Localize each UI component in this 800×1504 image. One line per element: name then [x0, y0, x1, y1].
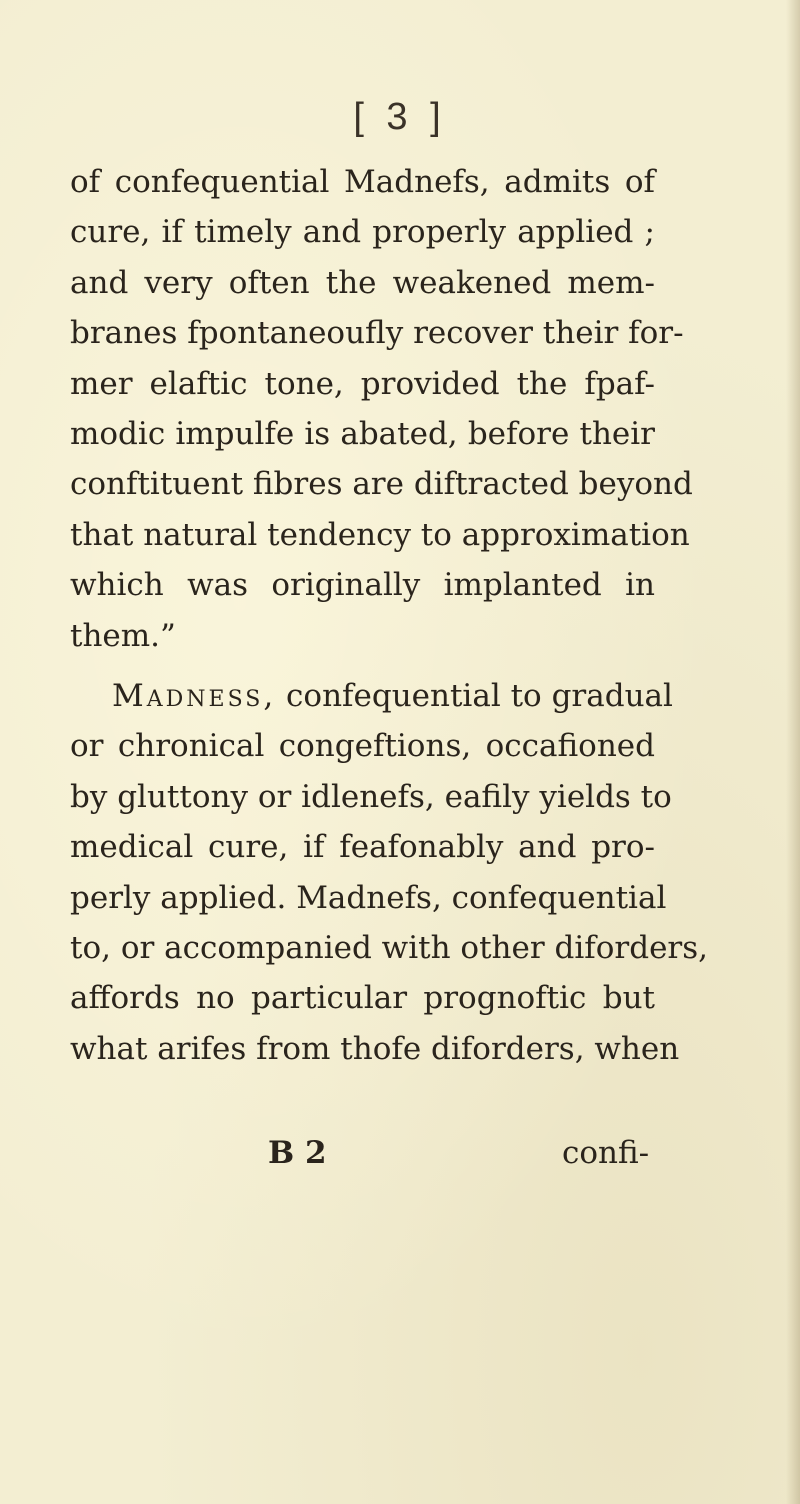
text-line: modic impulfe is abated, before their: [70, 416, 655, 453]
page-footer: [0, 1135, 800, 1185]
text-line: what arifes from thofe diforders, when: [70, 1030, 680, 1067]
paragraph-first-line: [70, 671, 673, 721]
text-line: perly applied. Madnefs, confequential: [70, 879, 667, 916]
text-line: and very often the weakened mem-: [70, 264, 655, 301]
text-line: medical cure, if feafonably and pro-: [70, 829, 655, 866]
text-line: branes fpontaneoufly recover their for-: [70, 315, 684, 352]
catchword: confi-: [562, 1135, 650, 1171]
lead-word: Madness,: [112, 678, 277, 714]
text-line: of confequential Madnefs, admits of: [70, 164, 655, 200]
page-edge-shadow: [786, 0, 800, 1504]
text-line: by gluttony or idlenefs, eafily yields to: [70, 778, 672, 815]
text-line: to, or accompanied with other diforders,: [70, 930, 708, 967]
first-line-rest: confequential to gradual: [286, 678, 673, 714]
page-number: [ 3 ]: [353, 96, 447, 138]
text-line: cure, if timely and properly applied ;: [70, 214, 655, 251]
text-line: mer elaftic tone, provided the fpaf-: [70, 365, 655, 402]
text-line: which was originally implanted in: [70, 567, 655, 604]
text-line: conftituent fibres are diftracted beyond: [70, 466, 693, 503]
text-line: that natural tendency to approximation: [70, 516, 690, 553]
paragraph-2: [70, 671, 708, 1074]
text-line: them.”: [70, 617, 176, 654]
text-line: or chronical congeftions, occafioned: [70, 728, 655, 765]
signature-mark: B 2: [268, 1135, 327, 1171]
text-line: affords no particular prognoftic but: [70, 980, 655, 1017]
paragraph-1: [70, 157, 693, 661]
